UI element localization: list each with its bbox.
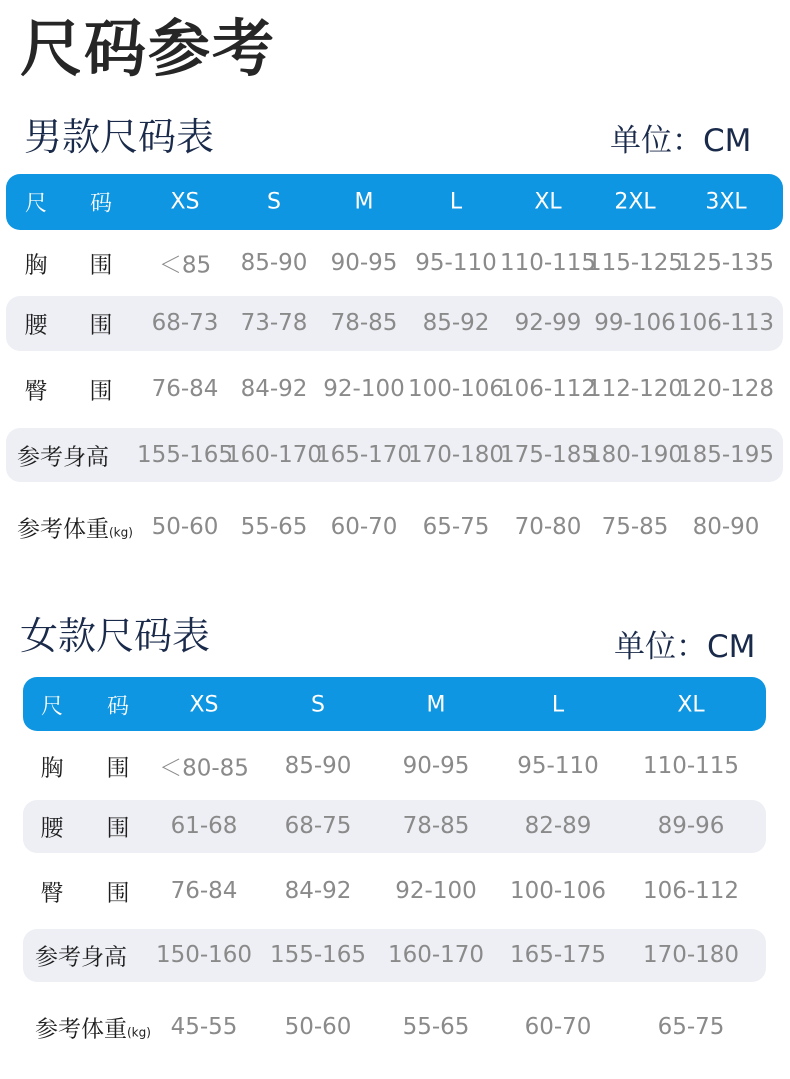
men-table-cell: 160-170 bbox=[225, 442, 323, 468]
women-header-cell: L bbox=[551, 692, 565, 718]
men-table-cell: 60-70 bbox=[330, 514, 398, 540]
women-row-label-text: 参考体重 bbox=[35, 1016, 127, 1043]
women-table-cell: 61-68 bbox=[170, 813, 238, 839]
men-table-cell: 175-185 bbox=[499, 442, 597, 468]
men-table-cell: 115-125 bbox=[586, 250, 684, 276]
women-row-label: 围 bbox=[106, 815, 130, 842]
men-row-label-unit: (kg) bbox=[109, 525, 133, 540]
women-table-cell: 60-70 bbox=[524, 1014, 592, 1040]
women-row-label bbox=[35, 1011, 151, 1044]
men-table-cell: 73-78 bbox=[240, 310, 308, 336]
men-row-label-text: 参考体重 bbox=[17, 516, 109, 543]
women-table-cell: 68-75 bbox=[284, 813, 352, 839]
men-row-label-text: 参考身高 bbox=[17, 444, 109, 471]
men-header-cell: 2XL bbox=[614, 189, 656, 215]
men-table-cell: 92-100 bbox=[323, 376, 405, 402]
women-header-cell: M bbox=[426, 692, 446, 718]
women-table-cell: ＜80-85 bbox=[159, 755, 249, 782]
men-table-cell: 170-180 bbox=[407, 442, 505, 468]
women-row-label: 腰 bbox=[40, 815, 64, 842]
men-section-title: 男款尺码表 bbox=[24, 115, 215, 159]
women-row-label: 臀 bbox=[40, 880, 64, 907]
men-row-label: 腰 bbox=[24, 312, 48, 339]
men-header-cell: M bbox=[354, 189, 374, 215]
men-table-cell: 78-85 bbox=[330, 310, 398, 336]
women-row-label: 围 bbox=[106, 880, 130, 907]
men-table-cell: 112-120 bbox=[586, 376, 684, 402]
men-table-cell: 55-65 bbox=[240, 514, 308, 540]
women-table-cell: 110-115 bbox=[642, 753, 740, 779]
men-table-cell: 106-113 bbox=[677, 310, 775, 336]
men-table-cell: 84-92 bbox=[240, 376, 308, 402]
women-table-cell: 89-96 bbox=[657, 813, 725, 839]
women-header-cell: 码 bbox=[106, 694, 130, 720]
men-header-cell: L bbox=[449, 189, 463, 215]
men-table-cell: 85-92 bbox=[422, 310, 490, 336]
women-row-label-unit: (kg) bbox=[127, 1025, 151, 1040]
page-title: 尺码参考 bbox=[20, 12, 277, 85]
women-table-cell: 170-180 bbox=[642, 942, 740, 968]
women-row-label: 胸 bbox=[40, 755, 64, 782]
men-table-cell: 50-60 bbox=[151, 514, 219, 540]
men-header-cell: 码 bbox=[89, 191, 113, 217]
men-table-cell: 165-170 bbox=[315, 442, 413, 468]
men-table-cell: 180-190 bbox=[586, 442, 684, 468]
women-header-cell: S bbox=[311, 692, 325, 718]
men-table-cell: 106-112 bbox=[499, 376, 597, 402]
men-unit-label: 单位：CM bbox=[610, 123, 752, 159]
women-table-cell: 45-55 bbox=[170, 1014, 238, 1040]
women-row-band bbox=[23, 800, 766, 853]
men-table-cell: 110-115 bbox=[499, 250, 597, 276]
women-table-cell: 50-60 bbox=[284, 1014, 352, 1040]
women-table-cell: 78-85 bbox=[402, 813, 470, 839]
men-header-cell: 尺 bbox=[24, 191, 48, 217]
men-row-label: 围 bbox=[89, 252, 113, 279]
women-table-cell: 76-84 bbox=[170, 878, 238, 904]
men-table-cell: 70-80 bbox=[514, 514, 582, 540]
women-table-cell: 92-100 bbox=[395, 878, 477, 904]
women-header-cell: XL bbox=[677, 692, 705, 718]
men-table-cell: 99-106 bbox=[594, 310, 676, 336]
women-row-label bbox=[35, 939, 127, 972]
women-table-cell: 84-92 bbox=[284, 878, 352, 904]
women-table-cell: 65-75 bbox=[657, 1014, 725, 1040]
women-table-cell: 155-165 bbox=[269, 942, 367, 968]
women-unit-label: 单位：CM bbox=[614, 629, 756, 665]
men-table-cell: 75-85 bbox=[601, 514, 669, 540]
men-table-cell: 76-84 bbox=[151, 376, 219, 402]
women-table-cell: 95-110 bbox=[517, 753, 599, 779]
men-header-cell: XS bbox=[170, 189, 200, 215]
women-section-title: 女款尺码表 bbox=[20, 614, 211, 658]
men-header-cell: 3XL bbox=[705, 189, 747, 215]
women-header-cell: XS bbox=[189, 692, 219, 718]
men-table-cell: 80-90 bbox=[692, 514, 760, 540]
men-table-cell: 65-75 bbox=[422, 514, 490, 540]
men-table-cell: 185-195 bbox=[677, 442, 775, 468]
men-row-label: 围 bbox=[89, 312, 113, 339]
men-table-cell: 68-73 bbox=[151, 310, 219, 336]
men-row-label: 围 bbox=[89, 378, 113, 405]
men-table-cell: 92-99 bbox=[514, 310, 582, 336]
women-table-cell: 100-106 bbox=[509, 878, 607, 904]
men-table-cell: 85-90 bbox=[240, 250, 308, 276]
women-table-cell: 55-65 bbox=[402, 1014, 470, 1040]
men-table-cell: 100-106 bbox=[407, 376, 505, 402]
women-table-cell: 82-89 bbox=[524, 813, 592, 839]
men-table-cell: 120-128 bbox=[677, 376, 775, 402]
women-table-cell: 90-95 bbox=[402, 753, 470, 779]
men-table-cell: 95-110 bbox=[415, 250, 497, 276]
women-row-label-text: 参考身高 bbox=[35, 944, 127, 971]
women-table-cell: 106-112 bbox=[642, 878, 740, 904]
men-table-cell: 90-95 bbox=[330, 250, 398, 276]
women-table-cell: 165-175 bbox=[509, 942, 607, 968]
women-row-label: 围 bbox=[106, 755, 130, 782]
men-row-label: 胸 bbox=[24, 252, 48, 279]
men-table-cell: 155-165 bbox=[136, 442, 234, 468]
men-header-cell: XL bbox=[534, 189, 562, 215]
men-table-cell: ＜85 bbox=[158, 252, 212, 279]
men-header-cell: S bbox=[267, 189, 281, 215]
men-row-label: 臀 bbox=[24, 378, 48, 405]
women-table-cell: 85-90 bbox=[284, 753, 352, 779]
men-table-cell: 125-135 bbox=[677, 250, 775, 276]
women-table-cell: 160-170 bbox=[387, 942, 485, 968]
women-header-cell: 尺 bbox=[40, 694, 64, 720]
women-table-cell: 150-160 bbox=[155, 942, 253, 968]
